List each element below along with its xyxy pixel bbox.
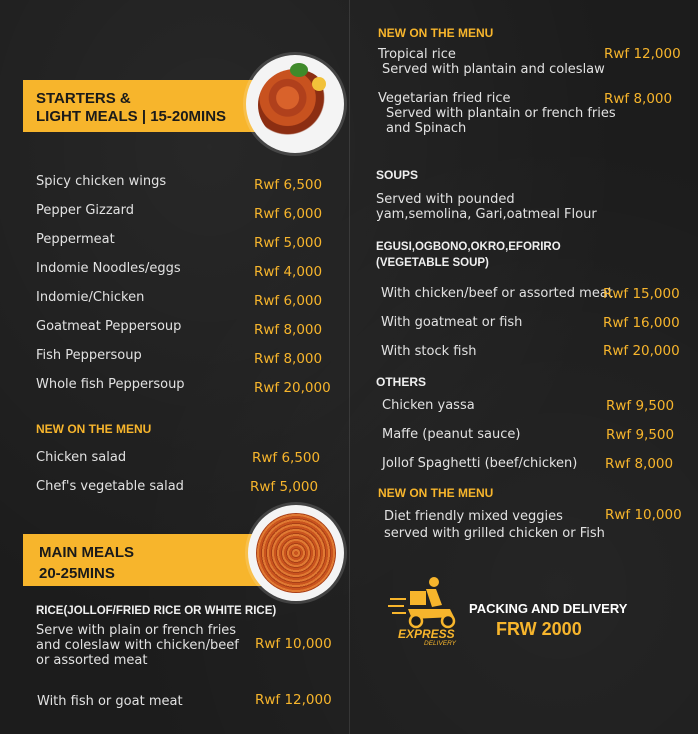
new-item-name: Chef's vegetable salad	[36, 479, 184, 494]
soup-item-price: Rwf 15,000	[603, 286, 680, 302]
starter-item-name: Fish Peppersoup	[36, 348, 142, 363]
starter-item-price: Rwf 8,000	[254, 351, 323, 367]
egusi-heading-line2: (VEGETABLE SOUP)	[376, 257, 489, 269]
starter-item-price: Rwf 4,000	[254, 264, 323, 280]
tropical-rice-name: Tropical rice	[378, 47, 456, 62]
diet-item-line2: served with grilled chicken or Fish	[384, 526, 605, 541]
rice-plate-image	[248, 505, 344, 601]
starter-item-name: Spicy chicken wings	[36, 174, 167, 189]
wings-plate-image	[246, 55, 344, 153]
tropical-rice-price: Rwf 12,000	[604, 46, 681, 62]
starter-item-name: Indomie Noodles/eggs	[36, 261, 181, 276]
new-item-name: Chicken salad	[36, 450, 127, 465]
new-item-price: Rwf 5,000	[250, 479, 319, 495]
starter-item-price: Rwf 20,000	[254, 380, 331, 396]
new-item-price: Rwf 6,500	[252, 450, 321, 466]
garnish-icon	[290, 63, 308, 77]
fish-goat-price: Rwf 12,000	[255, 692, 332, 708]
veg-rice-desc1: Served with plantain or french fries	[386, 106, 616, 121]
others-item-name: Jollof Spaghetti (beef/chicken)	[382, 456, 578, 471]
starters-title-line1: STARTERS &	[36, 90, 131, 107]
veg-rice-name: Vegetarian fried rice	[378, 91, 511, 106]
starter-item-price: Rwf 6,500	[254, 177, 323, 193]
tropical-rice-desc: Served with plantain and coleslaw	[382, 62, 605, 77]
starter-item-name: Indomie/Chicken	[36, 290, 145, 305]
soups-heading: SOUPS	[376, 168, 419, 182]
delivery-title: PACKING AND DELIVERY	[469, 601, 628, 616]
right-new-heading: NEW ON THE MENU	[378, 26, 494, 40]
starter-item-name: Peppermeat	[36, 232, 115, 247]
column-divider	[349, 0, 350, 734]
soups-description: Served with pounded yam,semolina, Gari,oatmeal Flour	[376, 192, 597, 222]
main-meals-title-line2: 20-25MINS	[39, 565, 115, 582]
main-meals-title-line1: MAIN MEALS	[39, 544, 134, 561]
others-item-price: Rwf 9,500	[606, 427, 675, 443]
others-item-name: Chicken yassa	[382, 398, 475, 413]
soup-item-name: With stock fish	[381, 344, 477, 359]
starter-item-price: Rwf 6,000	[254, 293, 323, 309]
veg-rice-price: Rwf 8,000	[604, 91, 673, 107]
right-new-heading-2: NEW ON THE MENU	[378, 486, 494, 500]
express-logo-text: EXPRESS	[398, 627, 455, 641]
express-logo-subtext: DELIVERY	[424, 640, 456, 647]
delivery-price: FRW 2000	[496, 619, 582, 639]
soup-item-price: Rwf 20,000	[603, 343, 680, 359]
diet-item-line1: Diet friendly mixed veggies	[384, 509, 563, 524]
starter-item-name: Whole fish Peppersoup	[36, 377, 185, 392]
fish-goat-item: With fish or goat meat	[37, 694, 183, 709]
others-item-price: Rwf 9,500	[606, 398, 675, 414]
lemon-icon	[312, 77, 326, 91]
soup-item-name: With goatmeat or fish	[381, 315, 523, 330]
others-item-price: Rwf 8,000	[605, 456, 674, 472]
starter-item-price: Rwf 5,000	[254, 235, 323, 251]
starter-item-price: Rwf 6,000	[254, 206, 323, 222]
soup-item-price: Rwf 16,000	[603, 315, 680, 331]
starter-item-price: Rwf 8,000	[254, 322, 323, 338]
starter-item-name: Pepper Gizzard	[36, 203, 135, 218]
starter-item-name: Goatmeat Peppersoup	[36, 319, 182, 334]
starters-new-heading: NEW ON THE MENU	[36, 422, 152, 436]
veg-rice-desc2: and Spinach	[386, 121, 467, 136]
starters-title-line2: LIGHT MEALS | 15-20MINS	[36, 108, 227, 125]
others-item-name: Maffe (peanut sauce)	[382, 427, 521, 442]
diet-item-price: Rwf 10,000	[605, 507, 682, 523]
rice-description: Serve with plain or french fries and coleslaw with chicken/beef or assorted meat	[36, 623, 239, 668]
rice-price: Rwf 10,000	[255, 636, 332, 652]
soup-item-name: With chicken/beef or assorted meat	[381, 286, 613, 301]
egusi-heading-line1: EGUSI,OGBONO,OKRO,EFORIRO	[376, 241, 561, 253]
jollof-rice-image	[256, 513, 336, 593]
rice-heading: RICE(JOLLOF/FRIED RICE OR WHITE RICE)	[36, 605, 277, 617]
others-heading: OTHERS	[376, 375, 427, 389]
